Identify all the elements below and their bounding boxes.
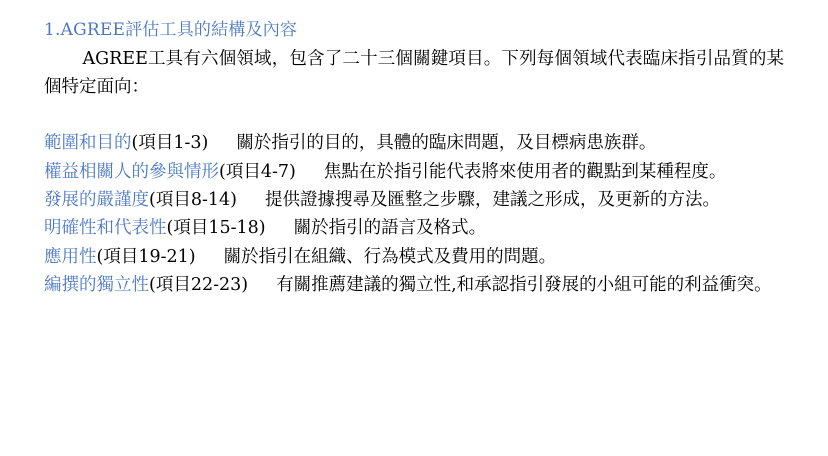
domain-name-independence: 編撰的獨立性 [44, 275, 149, 296]
paragraph-spacer [44, 101, 784, 127]
domain-items-rigour: (項目8-14) [149, 190, 237, 211]
section-heading: 1.AGREE評估工具的結構及內容 [44, 20, 298, 40]
domain-entry-rigour [44, 186, 784, 214]
domain-description-rigour: 提供證據搜尋及匯整之步驟，建議之形成，及更新的方法。 [264, 190, 720, 211]
domain-name-applicability: 應用性 [44, 246, 97, 267]
domain-entry-applicability [44, 243, 784, 271]
domain-entry-independence [44, 271, 784, 299]
domain-name-rigour: 發展的嚴謹度 [44, 190, 149, 211]
domain-name-stakeholder: 權益相關人的參與情形 [44, 161, 219, 182]
domain-items-clarity: (項目15-18) [166, 218, 266, 239]
domain-list [44, 129, 784, 299]
domain-description-independence: 有關推薦建議的獨立性,和承認指引發展的小組可能的利益衝突。 [276, 275, 772, 296]
domain-description-scope: 關於指引的目的，具體的臨床問題，及目標病患族群。 [236, 133, 657, 154]
domain-name-clarity: 明確性和代表性 [44, 218, 167, 239]
domain-description-applicability: 關於指引在組織、行為模式及費用的問題。 [223, 246, 557, 267]
domain-name-scope: 範圍和目的 [44, 133, 132, 154]
domain-entry-clarity [44, 214, 784, 242]
domain-description-clarity: 關於指引的語言及格式。 [293, 218, 487, 239]
domain-entry-scope [44, 129, 784, 157]
domain-entry-stakeholder [44, 158, 784, 186]
domain-description-stakeholder: 焦點在於指引能代表將來使用者的觀點到某種程度。 [323, 161, 727, 182]
domain-items-independence: (項目22-23) [149, 275, 249, 296]
domain-items-stakeholder: (項目4-7) [219, 161, 296, 182]
domain-items-scope: (項目1-3) [131, 133, 209, 154]
intro-paragraph: AGREE工具有六個領域，包含了二十三個關鍵項目。下列每個領域代表臨床指引品質的某個特定面向： [44, 48, 784, 97]
domain-items-applicability: (項目19-21) [96, 246, 196, 267]
